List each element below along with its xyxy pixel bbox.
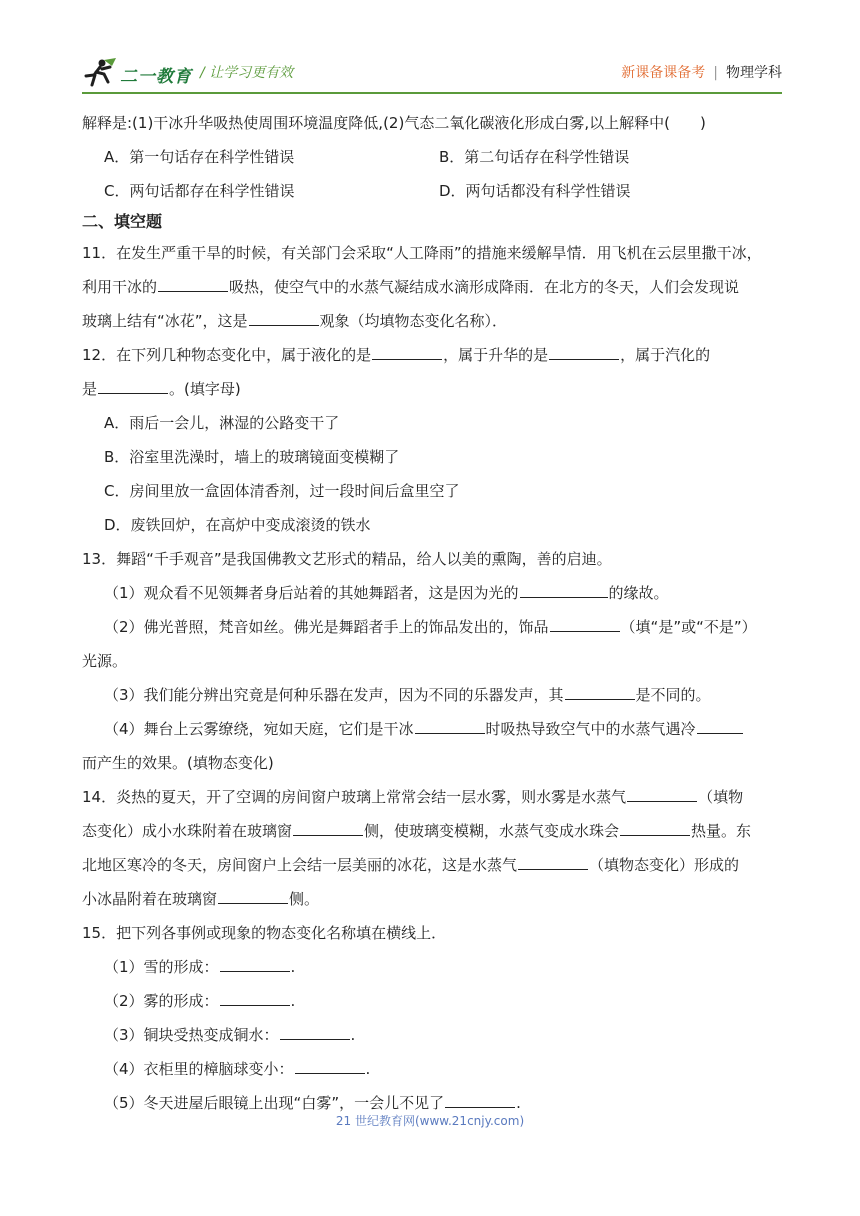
q10-options-row2 bbox=[82, 174, 782, 208]
answer-blank[interactable] bbox=[295, 1055, 365, 1074]
answer-blank[interactable] bbox=[280, 1021, 350, 1040]
q13-part3: （3）我们能分辨出究竟是何种乐器在发声，因为不同的乐器发声，其 是不同的。 bbox=[82, 678, 782, 712]
q10-stem: 解释是:(1)干冰升华吸热使周围环境温度降低,(2)气态二氧化碳液化形成白雾,以上解释中( ) bbox=[82, 114, 706, 132]
q15-stem: 15．把下列各事例或现象的物态变化名称填在横线上． bbox=[82, 924, 447, 942]
answer-blank[interactable] bbox=[98, 375, 168, 394]
answer-blank[interactable] bbox=[218, 885, 288, 904]
document-body bbox=[82, 106, 782, 1120]
answer-blank[interactable] bbox=[220, 987, 290, 1006]
header-right bbox=[621, 62, 782, 82]
q11-line1: 11．在发生严重干旱的时候，有关部门会采取“人工降雨”的措施来缓解旱情．用飞机在云层里撒干冰， bbox=[82, 244, 762, 262]
answer-blank[interactable] bbox=[415, 715, 485, 734]
q12-option-a: A．雨后一会儿，淋湿的公路变干了 bbox=[104, 414, 340, 432]
q15-item1: （1）雪的形成： . bbox=[82, 950, 782, 984]
q12-option-b: B．浴室里洗澡时，墙上的玻璃镜面变模糊了 bbox=[104, 448, 400, 466]
q13-part4: （4）舞台上云雾缭绕，宛如天庭，它们是干冰 时吸热导致空气中的水蒸气遇冷 bbox=[82, 712, 782, 746]
q13-part4-cont: 而产生的效果。(填物态变化) bbox=[82, 754, 274, 772]
q12-line2: 是 。(填字母) bbox=[82, 372, 782, 406]
answer-blank[interactable] bbox=[549, 341, 619, 360]
q14-line3: 北地区寒冷的冬天，房间窗户上会结一层美丽的冰花，这是水蒸气 （填物态变化）形成的 bbox=[82, 848, 782, 882]
q10-option-b: B．第二句话存在科学性错误 bbox=[439, 148, 630, 166]
q10-option-d: D．两句话都没有科学性错误 bbox=[439, 182, 631, 200]
q13-stem: 13．舞蹈“千手观音”是我国佛教文艺形式的精品，给人以美的熏陶，善的启迪。 bbox=[82, 550, 612, 568]
q15-item2: （2）雾的形成： . bbox=[82, 984, 782, 1018]
answer-blank[interactable] bbox=[220, 953, 290, 972]
answer-blank[interactable] bbox=[520, 579, 608, 598]
answer-blank[interactable] bbox=[697, 715, 743, 734]
q15-item5: （5）冬天进屋后眼镜上出现“白雾”，一会儿不见了 . bbox=[82, 1086, 782, 1120]
answer-blank[interactable] bbox=[372, 341, 442, 360]
q13-part2-cont: 光源。 bbox=[82, 652, 128, 670]
q14-line4: 小冰晶附着在玻璃窗 侧。 bbox=[82, 882, 782, 916]
header-subject: 物理学科 bbox=[726, 65, 782, 81]
header-divider bbox=[82, 92, 782, 94]
q12-option-d: D．废铁回炉，在高炉中变成滚烫的铁水 bbox=[104, 516, 371, 534]
q12-option-c: C．房间里放一盒固体清香剂，过一段时间后盒里空了 bbox=[104, 482, 460, 500]
answer-blank[interactable] bbox=[293, 817, 363, 836]
header-separator: | bbox=[713, 65, 718, 81]
page-header bbox=[82, 56, 782, 92]
answer-blank[interactable] bbox=[249, 307, 319, 326]
q15-item4: （4）衣柜里的樟脑球变小： . bbox=[82, 1052, 782, 1086]
q11-line3: 玻璃上结有“冰花”，这是 观象（均填物态变化名称）． bbox=[82, 304, 782, 338]
q14-line1: 14．炎热的夏天，开了空调的房间窗户玻璃上常常会结一层水雾，则水雾是水蒸气 （填物 bbox=[82, 780, 782, 814]
q13-part1: （1）观众看不见领舞者身后站着的其她舞蹈者，这是因为光的 的缘故。 bbox=[82, 576, 782, 610]
running-man-icon bbox=[82, 58, 118, 88]
answer-blank[interactable] bbox=[565, 681, 635, 700]
slogan: / 让学习更有效 bbox=[200, 65, 294, 81]
q14-line2: 态变化）成小水珠附着在玻璃窗 侧，使玻璃变模糊，水蒸气变成水珠会 热量。东 bbox=[82, 814, 782, 848]
q12-line1: 12．在下列几种物态变化中，属于液化的是 ，属于升华的是 ，属于汽化的 bbox=[82, 338, 782, 372]
section-heading: 二、填空题 bbox=[82, 212, 163, 231]
q10-option-c: C．两句话都存在科学性错误 bbox=[104, 182, 295, 200]
answer-blank[interactable] bbox=[550, 613, 620, 632]
page-footer: 21 世纪教育网(www.21cnjy.com) bbox=[335, 1114, 525, 1128]
q13-part2: （2）佛光普照，梵音如丝。佛光是舞蹈者手上的饰品发出的，饰品 （填“是”或“不是”） bbox=[82, 610, 782, 644]
q15-item3: （3）铜块受热变成铜水： . bbox=[82, 1018, 782, 1052]
answer-blank[interactable] bbox=[445, 1089, 515, 1108]
logo-text: 二一教育 bbox=[120, 67, 192, 87]
answer-blank[interactable] bbox=[158, 273, 228, 292]
answer-blank[interactable] bbox=[518, 851, 588, 870]
answer-blank[interactable] bbox=[620, 817, 690, 836]
answer-blank[interactable] bbox=[627, 783, 697, 802]
q10-options-row1 bbox=[82, 140, 782, 174]
q11-line2: 利用干冰的 吸热，使空气中的水蒸气凝结成水滴形成降雨．在北方的冬天，人们会发现说 bbox=[82, 270, 782, 304]
header-subtitle: 新课备课备考 bbox=[621, 65, 706, 81]
q10-option-a: A．第一句话存在科学性错误 bbox=[104, 148, 295, 166]
